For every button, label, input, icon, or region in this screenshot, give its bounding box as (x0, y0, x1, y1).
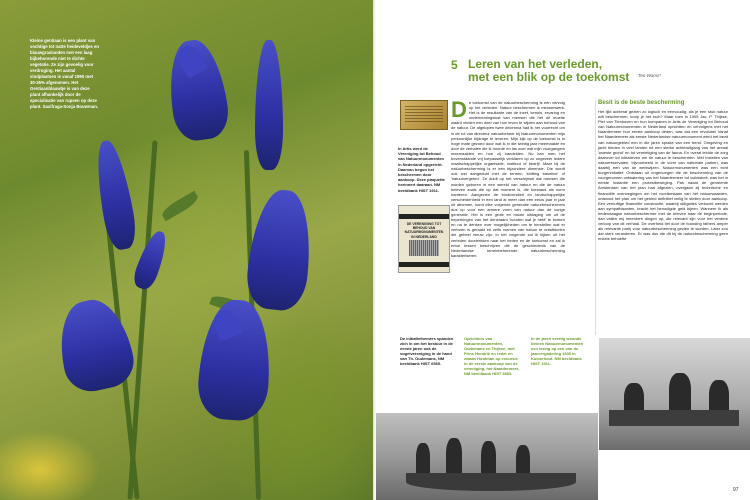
right-page (376, 0, 750, 500)
plaque-photo (400, 100, 448, 130)
photo-caption-2: Oprichters van Natuurmonumenten, Oudemans en Thijsse, met Prins Hendrik en reder en zwaan Hootman op excursie in de eerste aankoop van de vereniging, het Naardermeer, NM beeldbank HIST 6565. (464, 336, 520, 376)
gentian-bud (91, 138, 140, 252)
gentian-flower (244, 187, 316, 313)
gentian-bud (255, 40, 283, 170)
body-text-1: e toekomst van de natuurbescherming is een vervolg op het verleden. Natuur beschermen is mensenwerk. Het is de resultante van de inzet, kennis, ervaring en ondernemingslust van mensen die het de moeite waard vinden een deel van hun leven te wijden aan behoud van de natuur. De afgelopen twee decennia had ik het voorrecht om in de rol van directeur natuurbeheer bij Natuurmonumenten mijn persoonlijke bijdrage te leveren. Mijn kijk op de toekomst is in hoge mate gevoed door wat ik in die twintig jaar meemaakte en door de verhalen die ik hoorde en las over wat mijn voorgangers meemaakten en hoe zij handelden. Nu kan men het bovenstaande vrij toepasselijk verklaren op zo ongeveer iedere maatschappelijke organisatie, instituut of bedrijf. Maar bij de natuurbescherming is er een bijzondere dimensie. Die wordt ook wel aangeduid met de termen 'shifting baseline' of 'natuurvergeten'. Ze duidt op het verschijnsel dat mensen die worden geboren in een wereld van natuur en die de natuur beleven zoals die op dat moment is, die toestand als norm hanteren. Aangezien de biodiversiteit en landschappelijke verscheidenheid in een land al meer dan een eeuw jaar in jaar uit afnemen, komt elke volgende generatie natuurbeschermers dus op voor een armere vorm van natuur dan de vorige generatie. Het is een grote en mooie uitdaging om uit de beperkingen van het denkraam 'houden wat je hebt' te breken en na te denken over mogelijkheden om te herstellen wat er verloren is geraakt en zelfs vormen van natuur te ontwikkelen die geheel nieuw zijn. In het volgende zal ik kijken uit het verleden doortrekken naar het heden en de toekomst en zal ik ertoe lessen beschrijven die de geschiedenis van de Nederlandse terreinbeherende natuurbescherming karakteriseren. (451, 100, 565, 258)
body-column-2: Het lijkt achteraf gezien zo logisch en eenvoudig: als je een stuk natuur wilt beschermen, koop je het toch? Maar toen in 1905 Jac. P. Thijsse, Piet van Tienhoven en hun kompanen in Artis de Vereniging tot Behoud van Natuurmonumenten in Nederland oprichtten en vervolgens met het Naardermeer hun eerste aankoop deden, was dat een revolutie! Vanaf het Naardermeer als eerste Nederlandse natuurmonument werd het bezit van natuurgebied een in die jaren sprake van een trend. Omgeving en jacht bleden in veel landen tot een sterke achteruitgang van het areaal 'woeste grond' en tot vernietiging van de fauna. En overal leidde de zorg daarover tot initiatieven om de natuur te beschermen. Met instellen van natuurreservaten, bijvoorbeeld in de vorm van nationale parken, was daarbij een van de werkwijzen. Natuurmonumenten was een echt burgerinitiatief. Ontstaan uit ongenoegen die de bescherming van de voorgenomen ontwatering van het Naardermeer tot vuilnisbelt, was het in eerste instantie een protestbeweging. Pas nadat de gemeente Amsterdam van het plan had afgezien, overgaan zij technische en financiële overwegingen om het voortbestaan van het natuurwaarden, ontstond het plan om het gebied definitief veilig te stellen door aankoop. Een vernuftige financiële constructie, waarbij obligaties verkocht werden aan sympathisanten, bracht het benodigde geld bijeen. Wanneer ik als hedendaagse natuurbeschermer met de brieven naar de beginperiode, dan vallen mij meerdere dingen op, die relevant zijn voor het verdere verloop van dit verhaal. De overheid liet door de founding fathers amper als relevante partij voor natuurbescherming gezien te worden. Later zou dat sterk veranderen. Er was dus rite dit bij de natuurbescherming geen enkele behoefte (598, 109, 728, 242)
plaque-caption: In Artis werd de Vereniging tot Behoud van Natuurmonumenten in Nederland opgericht. Daarvan begon het beschermen door aankoop. Deze plaquette herinnert daaraan. NM beeldbank HIST 1911. (398, 146, 445, 193)
photo-caption: Kleine gentiaan is een plant van vochtige tot natte heideveldjes en blauwgraslanden met een laag bijbehorende niet te dichte vegetatie. Ze zijn gevoelig voor verdroging. Het aantal vindplaatsen is vanaf 1990 met 30-35% afgenomen. Het Gentiaanblauwtje is van deze plant afhankelijk door de specialisatie van rupsen op deze plant. Saxifraga-Sonja Bouwman. (30, 38, 100, 109)
book-cover-photo (398, 205, 450, 273)
body-column-1 (451, 97, 565, 258)
section-title: Besit is de beste bescherming (598, 100, 685, 106)
chapter-title (468, 58, 688, 84)
left-page-photo (0, 0, 373, 500)
photo-caption-3: In de jaren veertig woonde binnen Natuurmonumenten een lezing op een van de jaarvergadering 1930 in Kuinerhout. NM beeldbank HIST 1911. (531, 336, 584, 366)
book-title: DE VERENIGING TOT BEHOUD VAN NATUURMONUMENTEN IN NEDERLAND (404, 222, 444, 239)
photo-caption-1: De initiatiefnemers spanden zich in om het bestuur in de eerste jaren ook de vogelvereniging in de hand van Th. Oudemans, NM beeldbank HIST 6565. (400, 336, 454, 366)
historic-meeting-photo (599, 338, 750, 450)
author-credit: Teo Wams* (638, 73, 662, 78)
page-number: 97 (733, 487, 739, 493)
column-divider (595, 100, 596, 335)
leaf (160, 191, 201, 221)
drop-cap: D (451, 97, 467, 122)
chapter-title-line-1: Leren van het verleden, (468, 57, 603, 71)
chapter-number: 5 (451, 58, 458, 72)
gentian-bud (130, 228, 171, 292)
chapter-title-line-2: met een blik op de toekomst (468, 70, 630, 84)
historic-boat-photo (376, 413, 598, 500)
